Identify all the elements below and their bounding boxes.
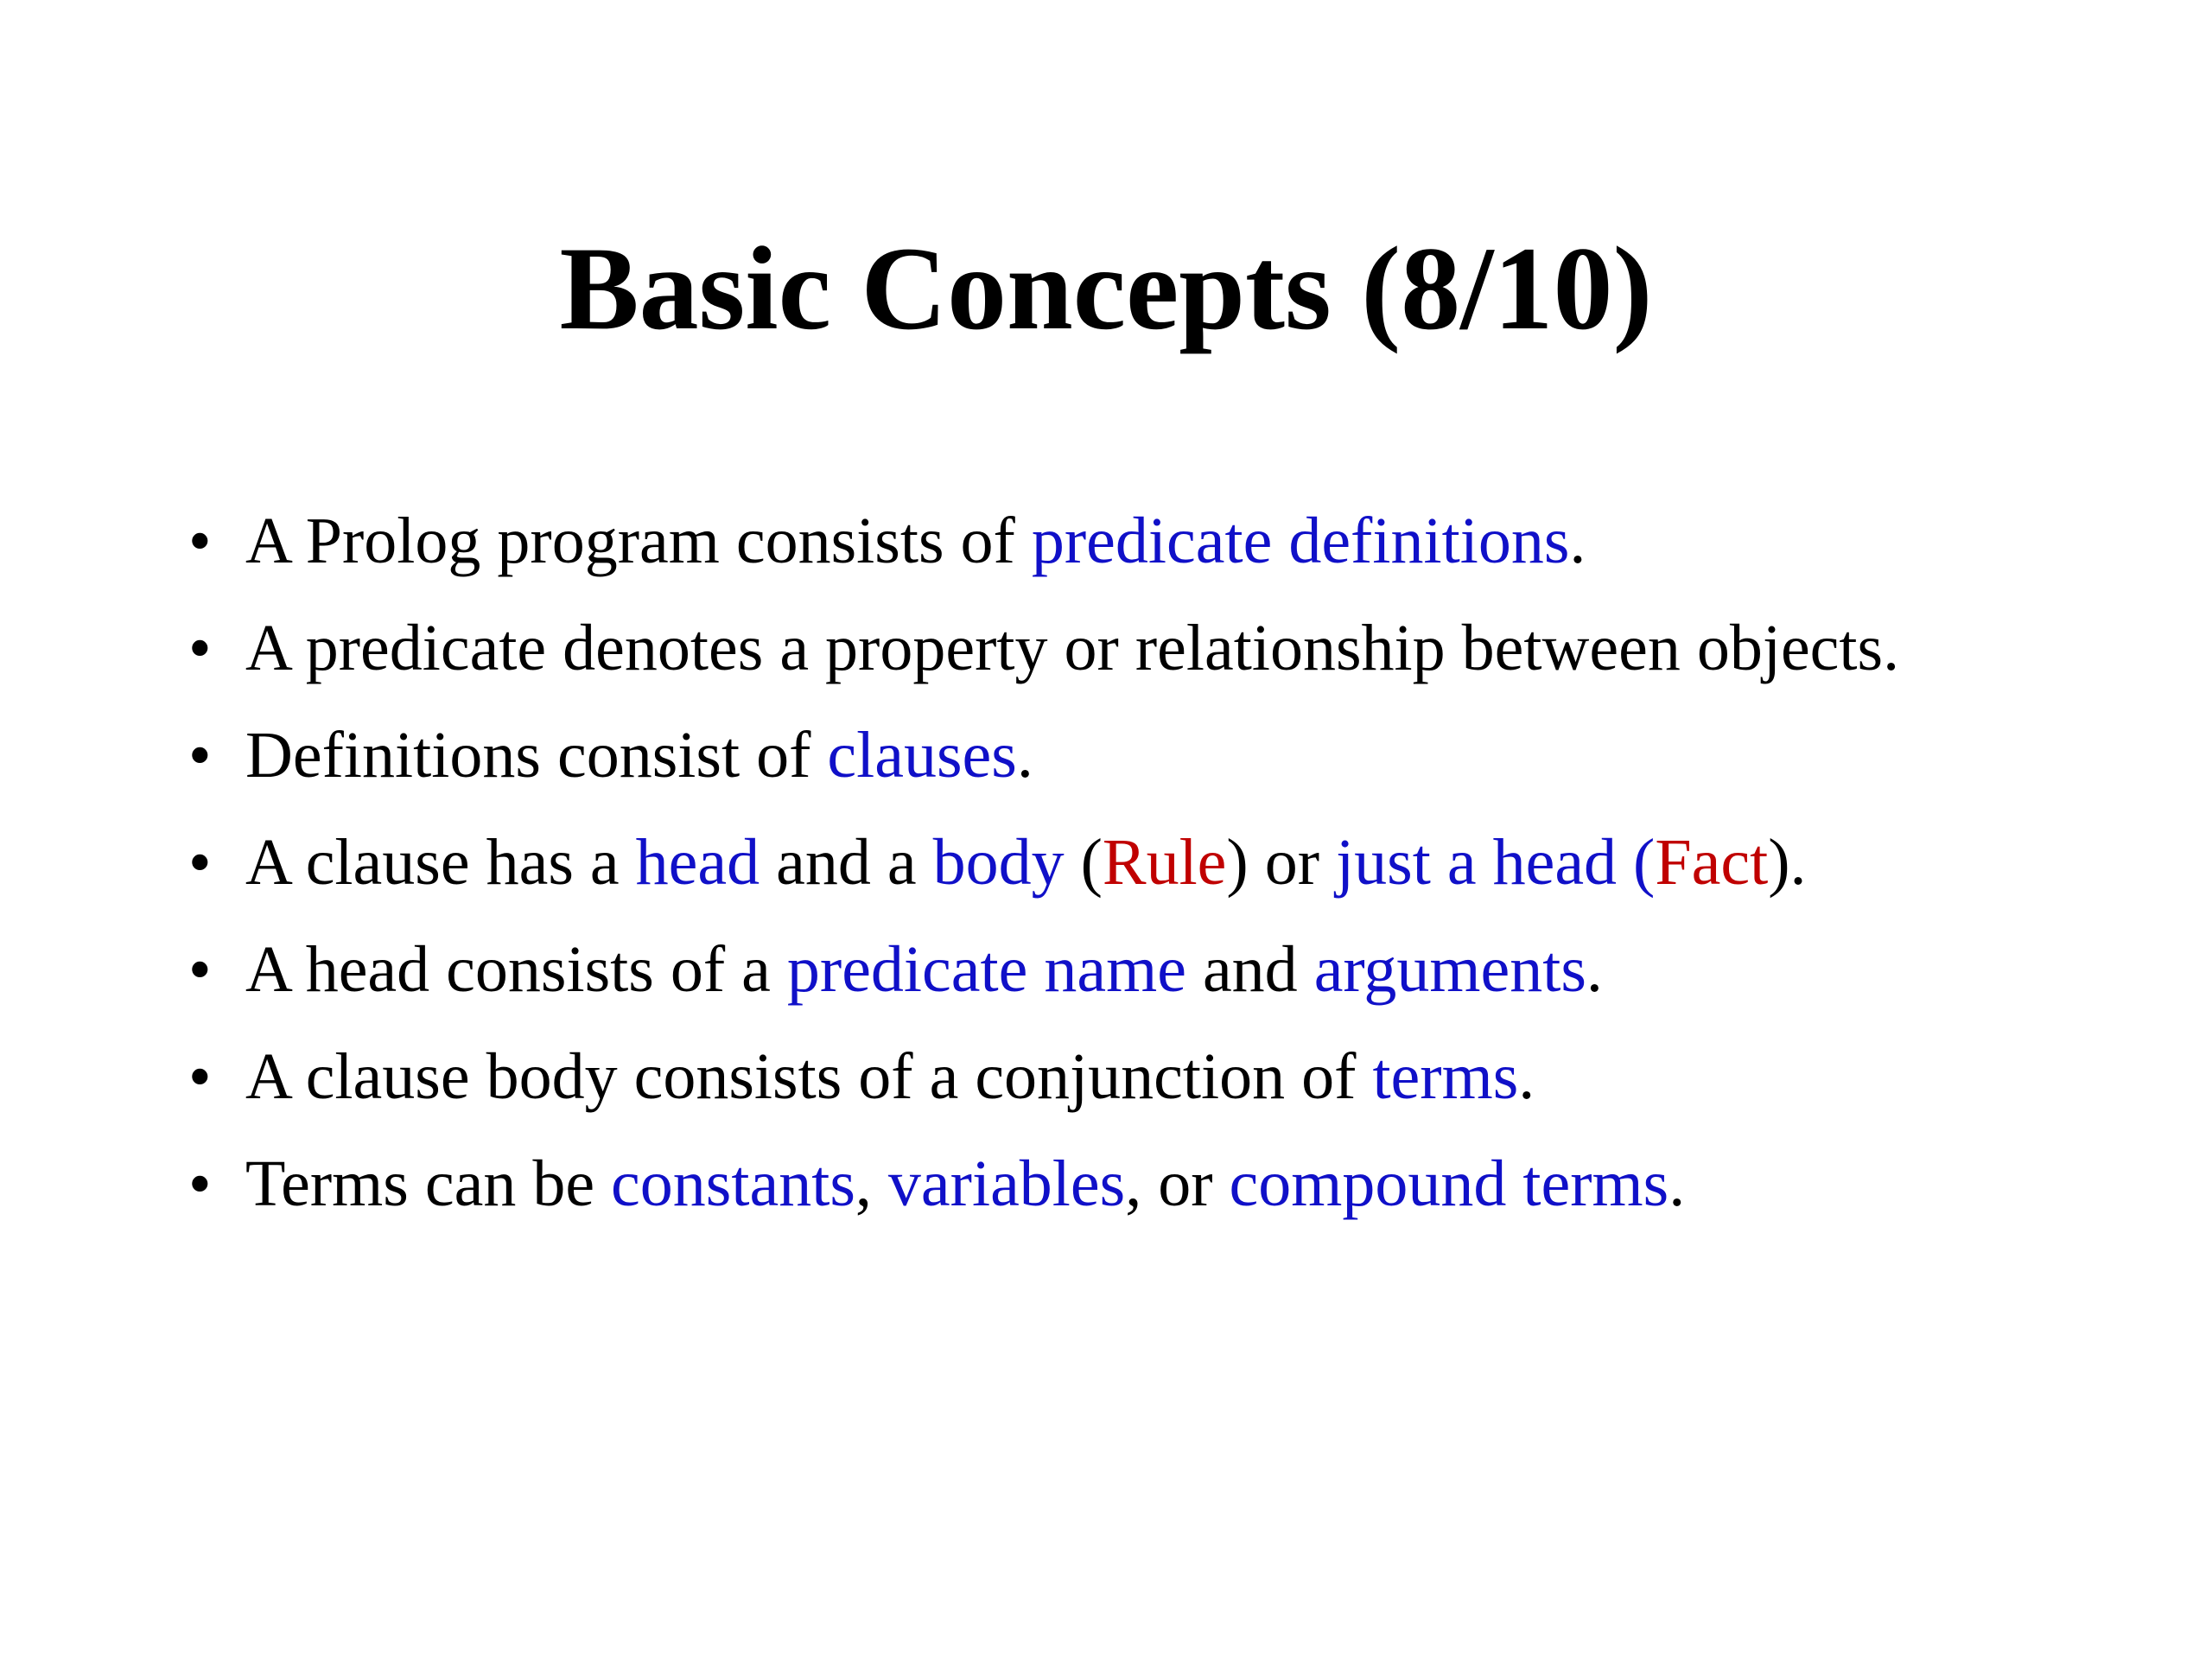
bullet-item bbox=[188, 925, 2141, 1014]
bullet-dot-icon: • bbox=[188, 933, 212, 1006]
highlighted-term: terms bbox=[1372, 1040, 1519, 1113]
bullet-text: Terms can be bbox=[245, 1147, 612, 1220]
bullet-text: A Prolog program consists of bbox=[245, 505, 1032, 577]
bullet-dot-icon: • bbox=[188, 612, 212, 684]
bullet-item bbox=[188, 1033, 2141, 1121]
highlighted-term: just a head ( bbox=[1336, 826, 1656, 899]
highlighted-label: Rule bbox=[1102, 826, 1227, 899]
bullet-text: A clause body consists of a conjunction of bbox=[245, 1040, 1373, 1113]
bullet-text: A head consists of a bbox=[245, 933, 787, 1006]
bullet-item bbox=[188, 497, 2141, 585]
slide-title: Basic Concepts (8/10) bbox=[559, 222, 1653, 354]
bullet-text: A predicate denotes a property or relationship between objects. bbox=[245, 612, 1900, 684]
bullet-text: . bbox=[1569, 505, 1586, 577]
highlighted-term: arguments bbox=[1313, 933, 1586, 1006]
bullet-text: . bbox=[1669, 1147, 1686, 1220]
bullet-item bbox=[188, 711, 2141, 799]
bullet-text: and bbox=[1185, 933, 1314, 1006]
bullet-text: ( bbox=[1064, 826, 1103, 899]
highlighted-term: head bbox=[635, 826, 760, 899]
bullet-item bbox=[188, 1140, 2141, 1228]
bullet-item bbox=[188, 818, 2141, 906]
highlighted-term: compound terms bbox=[1229, 1147, 1669, 1220]
bullet-text: Definitions consist of bbox=[245, 719, 828, 791]
highlighted-term: constants bbox=[611, 1147, 855, 1220]
bullet-text: , or bbox=[1125, 1147, 1230, 1220]
bullet-text: A clause has a bbox=[245, 826, 636, 899]
bullet-text: . bbox=[1586, 933, 1603, 1006]
bullet-dot-icon: • bbox=[188, 826, 212, 899]
bullet-dot-icon: • bbox=[188, 505, 212, 577]
highlighted-label: Fact bbox=[1655, 826, 1769, 899]
highlighted-term: predicate definitions bbox=[1031, 505, 1570, 577]
bullet-item bbox=[188, 604, 2141, 692]
bullet-text: . bbox=[1518, 1040, 1535, 1113]
highlighted-term: variables bbox=[887, 1147, 1126, 1220]
bullet-dot-icon: • bbox=[188, 719, 212, 791]
bullet-dot-icon: • bbox=[188, 1147, 212, 1220]
bullet-text: , bbox=[855, 1147, 888, 1220]
highlighted-term: clauses bbox=[827, 719, 1017, 791]
highlighted-term: body bbox=[932, 826, 1065, 899]
bullet-text: and a bbox=[760, 826, 933, 899]
bullet-text: . bbox=[1016, 719, 1033, 791]
highlighted-term: predicate name bbox=[786, 933, 1186, 1006]
bullet-dot-icon: • bbox=[188, 1040, 212, 1113]
bullet-list bbox=[188, 497, 2141, 1247]
bullet-text: ) or bbox=[1226, 826, 1337, 899]
bullet-text: ). bbox=[1768, 826, 1807, 899]
